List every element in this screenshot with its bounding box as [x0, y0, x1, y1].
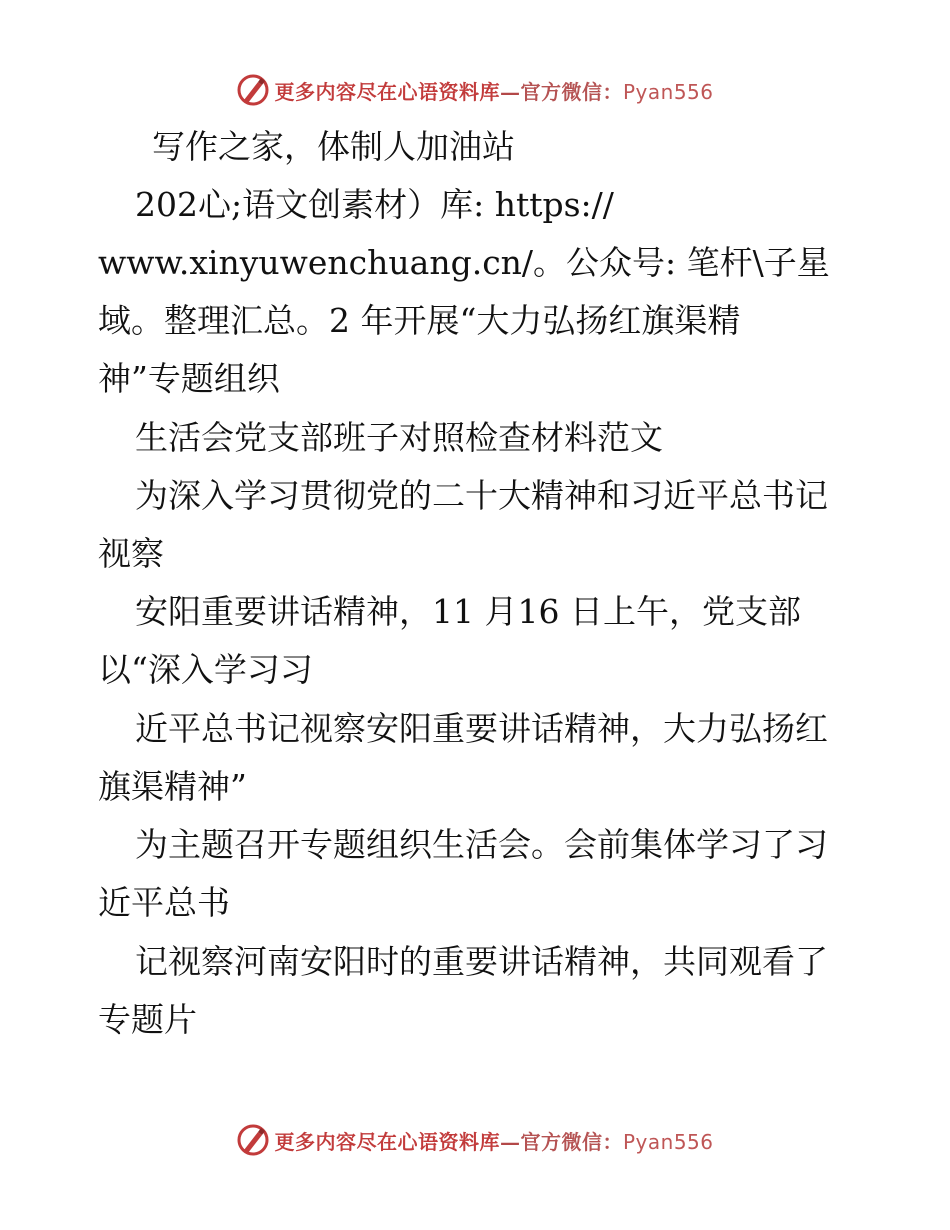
header-wechat-label: 官方微信：	[520, 79, 623, 104]
doc-line: 专题片	[98, 1000, 197, 1039]
doc-line: 为主题召开专题组织生活会。会前集体学习了习	[135, 825, 828, 864]
footer-banner	[0, 1120, 950, 1160]
doc-line: 202心;语文创素材）库: https://	[135, 185, 614, 224]
header-banner	[0, 70, 950, 110]
doc-line: 为深入学习贯彻党的二十大精神和习近平总书记	[135, 476, 828, 515]
doc-line: 生活会党支部班子对照检查材料范文	[135, 418, 663, 457]
doc-line: www.xinyuwenchuang.cn/。公众号: 笔杆\子星	[98, 243, 830, 282]
footer-dash: —	[499, 1129, 521, 1154]
doc-line: 旗渠精神”	[98, 767, 247, 806]
doc-line: 安阳重要讲话精神，11 月16 日上午，党支部	[135, 592, 801, 631]
header-brand: 更多内容尽在心语资料库	[274, 79, 500, 104]
doc-line: 记视察河南安阳时的重要讲话精神，共同观看了	[135, 942, 828, 981]
header-banner-text	[274, 76, 713, 105]
pen-logo-icon	[236, 1123, 270, 1157]
doc-line: 近平总书	[98, 883, 230, 922]
doc-line: 神”专题组织	[98, 359, 280, 398]
pen-logo-icon	[236, 73, 270, 107]
header-dash: —	[499, 79, 521, 104]
doc-line: 视察	[98, 534, 164, 573]
footer-banner-text	[274, 1126, 713, 1155]
footer-wechat-label: 官方微信：	[520, 1129, 623, 1154]
footer-wechat-id: Pyan556	[622, 1129, 714, 1154]
doc-line: 以“深入学习习	[98, 650, 313, 689]
doc-line: 写作之家，体制人加油站	[152, 127, 515, 166]
header-wechat-id: Pyan556	[622, 79, 714, 104]
doc-line: 近平总书记视察安阳重要讲话精神，大力弘扬红	[135, 709, 828, 748]
doc-line: 域。整理汇总。2 年开展“大力弘扬红旗渠精	[98, 301, 741, 340]
footer-brand: 更多内容尽在心语资料库	[274, 1129, 500, 1154]
